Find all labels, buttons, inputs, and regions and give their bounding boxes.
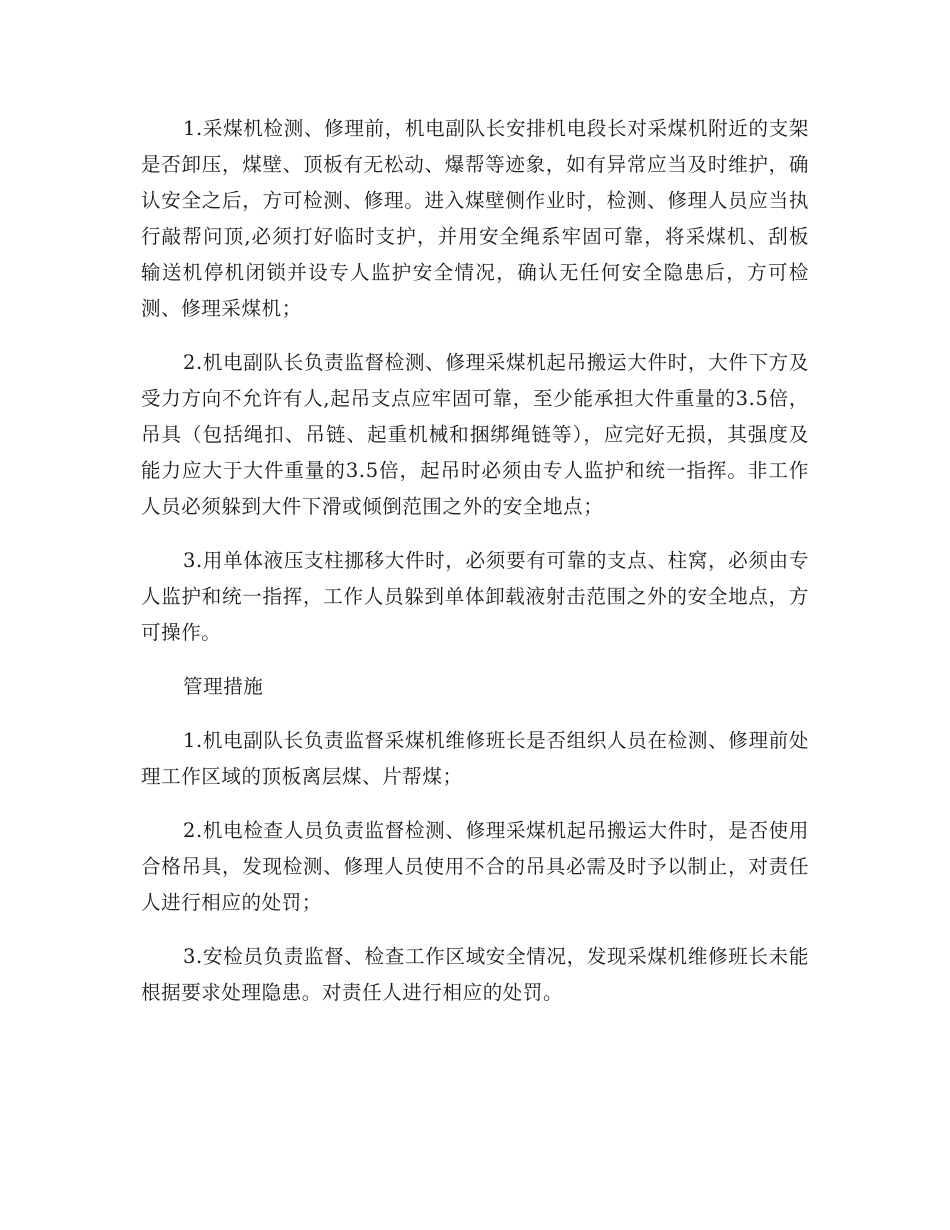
paragraph-management-step-2: 2.机电检查人员负责监督检测、修理采煤机起吊搬运大件时，是否使用合格吊具，发现检测、修理人员使用不合的吊具必需及时予以制止，对责任人进行相应的处罚； [141,819,809,914]
section-heading-management: 管理措施 [183,675,264,698]
paragraph-safety-step-1: 1.采煤机检测、修理前，机电副队长安排机电段长对采煤机附近的支架是否卸压，煤壁、顶板有无松动、爆帮等迹象，如有异常应当及时维护，确认安全之后，方可检测、修理。进入煤壁侧作业时，检测、修理人员应当执行敲帮问顶,必须打好临时支护，并用安全绳系牢固可靠，将采煤机、刮板输送机停机闭锁并设专人监护安全情况，确认无任何安全隐患后，方可检测、修理采煤机； [141,117,809,320]
paragraph-management-step-3: 3.安检员负责监督、检查工作区域安全情况，发现采煤机维修班长未能根据要求处理隐患。对责任人进行相应的处罚。 [141,945,809,1004]
paragraph-safety-step-2: 2.机电副队长负责监督检测、修理采煤机起吊搬运大件时，大件下方及受力方向不允许有人,起吊支点应牢固可靠，至少能承担大件重量的3.5倍，吊具（包括绳扣、吊链、起重机械和捆绑绳链等），应完好无损，其强度及能力应大于大件重量的3.5倍，起吊时必须由专人监护和统一指挥。非工作人员必须躲到大件下滑或倾倒范围之外的安全地点； [141,351,809,518]
paragraph-safety-step-3: 3.用单体液压支柱挪移大件时，必须要有可靠的支点、柱窝，必须由专人监护和统一指挥，工作人员躲到单体卸载液射击范围之外的安全地点，方可操作。 [141,549,809,644]
document-body [141,111,809,1029]
paragraph-management-step-1: 1.机电副队长负责监督采煤机维修班长是否组织人员在检测、修理前处理工作区域的顶板离层煤、片帮煤； [141,729,809,788]
